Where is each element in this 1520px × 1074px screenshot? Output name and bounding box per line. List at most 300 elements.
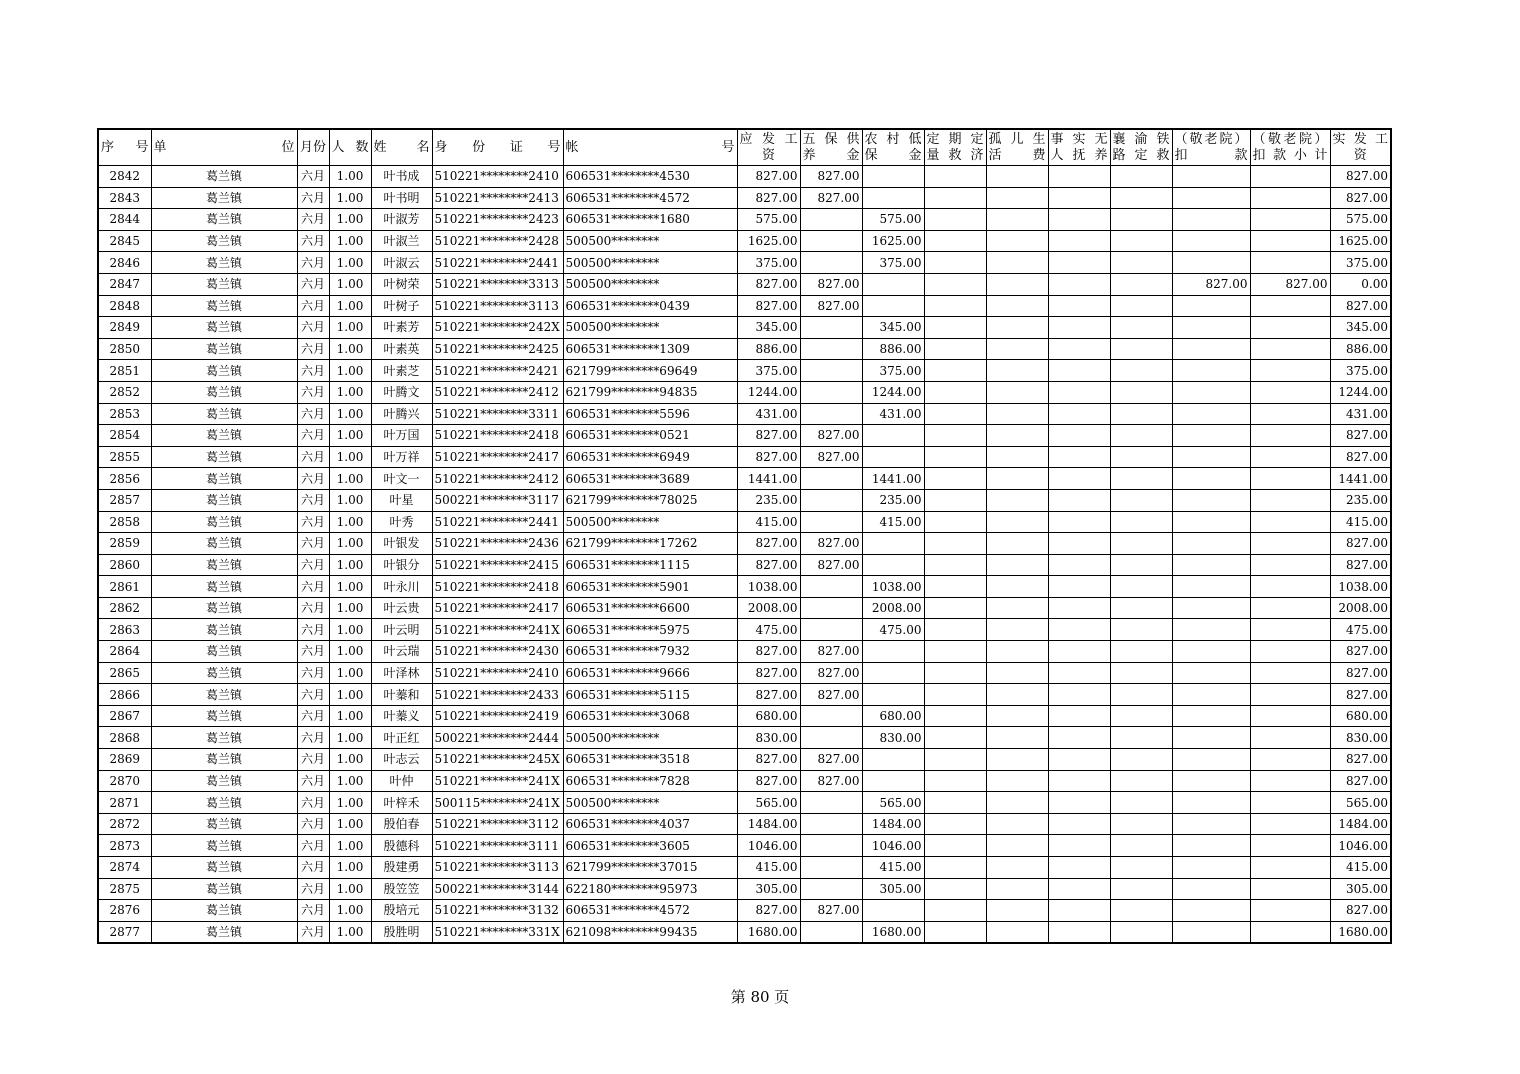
cell-orphan-living [986, 813, 1048, 835]
cell-seq: 2874 [98, 857, 151, 879]
cell-name: 叶腾兴 [371, 403, 432, 425]
cell-dibao-allowance: 1046.00 [862, 835, 924, 857]
cell-month: 六月 [297, 252, 329, 274]
cell-wubao-support: 827.00 [800, 166, 862, 188]
header-label: 份 [472, 139, 486, 155]
cell-gross-pay: 827.00 [737, 641, 800, 663]
cell-count: 1.00 [329, 381, 371, 403]
cell-id-number: 510221********2441 [432, 252, 563, 274]
cell-orphan-living [986, 187, 1048, 209]
cell-nursing-deduction [1172, 446, 1250, 468]
cell-de-facto-orphan [1048, 727, 1110, 749]
table-row [98, 403, 1391, 425]
cell-orphan-living [986, 900, 1048, 922]
table-row [98, 209, 1391, 231]
cell-month: 六月 [297, 468, 329, 490]
cell-seq: 2868 [98, 727, 151, 749]
cell-account: 606531********1680 [563, 209, 737, 231]
cell-nursing-deduction-subtotal [1250, 381, 1330, 403]
cell-unit: 葛兰镇 [151, 187, 297, 209]
cell-month: 六月 [297, 662, 329, 684]
header-label-group [154, 140, 295, 156]
cell-seq: 2863 [98, 619, 151, 641]
cell-xiangyu-railway [1110, 727, 1172, 749]
cell-nursing-deduction-subtotal [1250, 230, 1330, 252]
cell-unit: 葛兰镇 [151, 727, 297, 749]
cell-wubao-support [800, 338, 862, 360]
cell-wubao-support [800, 835, 862, 857]
cell-gross-pay: 475.00 [737, 619, 800, 641]
cell-de-facto-orphan [1048, 187, 1110, 209]
cell-unit: 葛兰镇 [151, 381, 297, 403]
cell-net-pay: 565.00 [1330, 792, 1391, 814]
cell-gross-pay: 415.00 [737, 511, 800, 533]
cell-net-pay: 827.00 [1330, 425, 1391, 447]
cell-account: 621799********37015 [563, 857, 737, 879]
header-wubao-support [800, 129, 862, 166]
table-row [98, 878, 1391, 900]
cell-seq: 2850 [98, 338, 151, 360]
table-row [98, 835, 1391, 857]
cell-count: 1.00 [329, 619, 371, 641]
table-row [98, 166, 1391, 188]
cell-gross-pay: 575.00 [737, 209, 800, 231]
table-row [98, 662, 1391, 684]
cell-fixed-relief [924, 900, 986, 922]
cell-id-number: 510221********241X [432, 770, 563, 792]
cell-de-facto-orphan [1048, 317, 1110, 339]
cell-orphan-living [986, 317, 1048, 339]
cell-nursing-deduction [1172, 770, 1250, 792]
cell-xiangyu-railway [1110, 576, 1172, 598]
header-dibao-allowance [862, 129, 924, 166]
cell-nursing-deduction-subtotal [1250, 489, 1330, 511]
cell-nursing-deduction [1172, 187, 1250, 209]
cell-fixed-relief [924, 252, 986, 274]
cell-seq: 2873 [98, 835, 151, 857]
cell-net-pay: 375.00 [1330, 252, 1391, 274]
cell-account: 500500******** [563, 792, 737, 814]
cell-wubao-support: 827.00 [800, 684, 862, 706]
cell-month: 六月 [297, 360, 329, 382]
cell-account: 500500******** [563, 252, 737, 274]
header-label: 序 [101, 139, 115, 155]
cell-account: 606531********1115 [563, 554, 737, 576]
cell-id-number: 510221********2413 [432, 187, 563, 209]
cell-name: 殷胜明 [371, 921, 432, 943]
cell-net-pay: 827.00 [1330, 749, 1391, 771]
cell-gross-pay: 827.00 [737, 533, 800, 555]
cell-nursing-deduction-subtotal [1250, 511, 1330, 533]
cell-gross-pay: 375.00 [737, 360, 800, 382]
cell-nursing-deduction [1172, 792, 1250, 814]
header-id-number [432, 129, 563, 166]
cell-xiangyu-railway [1110, 835, 1172, 857]
table-row [98, 792, 1391, 814]
header-line-1: 孤 儿 生 [988, 131, 1046, 147]
cell-de-facto-orphan [1048, 230, 1110, 252]
cell-seq: 2855 [98, 446, 151, 468]
cell-dibao-allowance [862, 662, 924, 684]
header-label-group [332, 140, 369, 156]
cell-nursing-deduction [1172, 360, 1250, 382]
header-line-2: 资 [761, 147, 775, 163]
cell-gross-pay: 1484.00 [737, 813, 800, 835]
cell-nursing-deduction [1172, 489, 1250, 511]
cell-account: 606531********0439 [563, 295, 737, 317]
cell-orphan-living [986, 619, 1048, 641]
cell-xiangyu-railway [1110, 619, 1172, 641]
cell-orphan-living [986, 209, 1048, 231]
cell-nursing-deduction [1172, 727, 1250, 749]
cell-nursing-deduction [1172, 576, 1250, 598]
cell-count: 1.00 [329, 813, 371, 835]
table-row [98, 187, 1391, 209]
cell-nursing-deduction [1172, 857, 1250, 879]
cell-id-number: 510221********2423 [432, 209, 563, 231]
cell-fixed-relief [924, 468, 986, 490]
cell-orphan-living [986, 381, 1048, 403]
header-line-2: 养 金 [802, 147, 860, 163]
header-label: 号 [721, 139, 735, 155]
cell-orphan-living [986, 554, 1048, 576]
cell-month: 六月 [297, 425, 329, 447]
cell-wubao-support: 827.00 [800, 273, 862, 295]
cell-xiangyu-railway [1110, 684, 1172, 706]
header-label: 人 [331, 139, 345, 155]
table-row [98, 684, 1391, 706]
cell-xiangyu-railway [1110, 230, 1172, 252]
cell-id-number: 510221********2421 [432, 360, 563, 382]
cell-fixed-relief [924, 857, 986, 879]
cell-count: 1.00 [329, 641, 371, 663]
cell-id-number: 500221********3117 [432, 489, 563, 511]
cell-id-number: 500221********3144 [432, 878, 563, 900]
cell-month: 六月 [297, 338, 329, 360]
cell-nursing-deduction-subtotal [1250, 446, 1330, 468]
cell-wubao-support [800, 576, 862, 598]
cell-id-number: 510221********2417 [432, 446, 563, 468]
cell-unit: 葛兰镇 [151, 684, 297, 706]
cell-net-pay: 1441.00 [1330, 468, 1391, 490]
cell-account: 606531********4572 [563, 187, 737, 209]
cell-nursing-deduction [1172, 209, 1250, 231]
cell-dibao-allowance: 431.00 [862, 403, 924, 425]
cell-name: 叶泽林 [371, 662, 432, 684]
cell-seq: 2872 [98, 813, 151, 835]
cell-unit: 葛兰镇 [151, 511, 297, 533]
cell-dibao-allowance: 565.00 [862, 792, 924, 814]
cell-nursing-deduction-subtotal [1250, 360, 1330, 382]
cell-count: 1.00 [329, 835, 371, 857]
cell-seq: 2866 [98, 684, 151, 706]
cell-wubao-support [800, 252, 862, 274]
cell-count: 1.00 [329, 727, 371, 749]
cell-xiangyu-railway [1110, 489, 1172, 511]
cell-account: 500500******** [563, 727, 737, 749]
cell-net-pay: 305.00 [1330, 878, 1391, 900]
cell-wubao-support [800, 705, 862, 727]
cell-account: 606531********7828 [563, 770, 737, 792]
cell-name: 叶万祥 [371, 446, 432, 468]
cell-account: 606531********5596 [563, 403, 737, 425]
header-name [371, 129, 432, 166]
cell-nursing-deduction: 827.00 [1172, 273, 1250, 295]
cell-dibao-allowance: 830.00 [862, 727, 924, 749]
cell-dibao-allowance: 475.00 [862, 619, 924, 641]
cell-gross-pay: 827.00 [737, 900, 800, 922]
cell-xiangyu-railway [1110, 533, 1172, 555]
cell-nursing-deduction [1172, 878, 1250, 900]
cell-fixed-relief [924, 684, 986, 706]
table-row [98, 489, 1391, 511]
header-label-group [374, 140, 430, 156]
cell-orphan-living [986, 425, 1048, 447]
cell-nursing-deduction [1172, 338, 1250, 360]
cell-id-number: 500221********2444 [432, 727, 563, 749]
cell-unit: 葛兰镇 [151, 878, 297, 900]
cell-gross-pay: 680.00 [737, 705, 800, 727]
cell-unit: 葛兰镇 [151, 468, 297, 490]
cell-wubao-support [800, 619, 862, 641]
cell-unit: 葛兰镇 [151, 273, 297, 295]
cell-seq: 2857 [98, 489, 151, 511]
cell-net-pay: 827.00 [1330, 684, 1391, 706]
cell-seq: 2867 [98, 705, 151, 727]
cell-wubao-support [800, 230, 862, 252]
cell-nursing-deduction-subtotal [1250, 209, 1330, 231]
cell-month: 六月 [297, 900, 329, 922]
cell-net-pay: 830.00 [1330, 727, 1391, 749]
cell-account: 606531********3068 [563, 705, 737, 727]
cell-net-pay: 1680.00 [1330, 921, 1391, 943]
cell-month: 六月 [297, 619, 329, 641]
cell-orphan-living [986, 857, 1048, 879]
header-line-2: 保 金 [864, 147, 922, 163]
cell-gross-pay: 1038.00 [737, 576, 800, 598]
header-label-group [566, 140, 735, 156]
header-line-2: 资 [1353, 147, 1367, 163]
cell-net-pay: 827.00 [1330, 446, 1391, 468]
cell-month: 六月 [297, 381, 329, 403]
cell-account: 606531********4530 [563, 166, 737, 188]
cell-name: 殷德科 [371, 835, 432, 857]
cell-fixed-relief [924, 770, 986, 792]
cell-fixed-relief [924, 619, 986, 641]
cell-wubao-support [800, 360, 862, 382]
cell-nursing-deduction-subtotal [1250, 641, 1330, 663]
cell-count: 1.00 [329, 317, 371, 339]
table-row [98, 770, 1391, 792]
cell-wubao-support: 827.00 [800, 425, 862, 447]
cell-nursing-deduction [1172, 619, 1250, 641]
cell-net-pay: 2008.00 [1330, 597, 1391, 619]
cell-seq: 2859 [98, 533, 151, 555]
cell-orphan-living [986, 662, 1048, 684]
cell-account: 606531********4572 [563, 900, 737, 922]
cell-orphan-living [986, 835, 1048, 857]
cell-id-number: 510221********2410 [432, 166, 563, 188]
cell-net-pay: 827.00 [1330, 295, 1391, 317]
cell-xiangyu-railway [1110, 749, 1172, 771]
cell-wubao-support: 827.00 [800, 900, 862, 922]
cell-count: 1.00 [329, 338, 371, 360]
cell-xiangyu-railway [1110, 317, 1172, 339]
cell-gross-pay: 565.00 [737, 792, 800, 814]
cell-net-pay: 575.00 [1330, 209, 1391, 231]
cell-xiangyu-railway [1110, 878, 1172, 900]
cell-dibao-allowance: 235.00 [862, 489, 924, 511]
cell-dibao-allowance [862, 900, 924, 922]
cell-nursing-deduction-subtotal [1250, 597, 1330, 619]
cell-name: 叶正红 [371, 727, 432, 749]
cell-xiangyu-railway [1110, 511, 1172, 533]
cell-seq: 2860 [98, 554, 151, 576]
cell-nursing-deduction-subtotal [1250, 295, 1330, 317]
cell-nursing-deduction [1172, 230, 1250, 252]
cell-fixed-relief [924, 662, 986, 684]
cell-id-number: 510221********2419 [432, 705, 563, 727]
cell-name: 叶蓁义 [371, 705, 432, 727]
cell-fixed-relief [924, 360, 986, 382]
cell-count: 1.00 [329, 511, 371, 533]
cell-nursing-deduction [1172, 749, 1250, 771]
cell-account: 606531********9666 [563, 662, 737, 684]
cell-seq: 2854 [98, 425, 151, 447]
cell-account: 606531********0521 [563, 425, 737, 447]
cell-wubao-support [800, 209, 862, 231]
cell-net-pay: 235.00 [1330, 489, 1391, 511]
cell-account: 500500******** [563, 273, 737, 295]
cell-name: 叶云明 [371, 619, 432, 641]
cell-nursing-deduction [1172, 921, 1250, 943]
cell-de-facto-orphan [1048, 166, 1110, 188]
cell-nursing-deduction-subtotal [1250, 835, 1330, 857]
cell-gross-pay: 431.00 [737, 403, 800, 425]
cell-gross-pay: 1625.00 [737, 230, 800, 252]
cell-month: 六月 [297, 511, 329, 533]
cell-nursing-deduction [1172, 554, 1250, 576]
cell-fixed-relief [924, 295, 986, 317]
header-label: 号 [547, 139, 561, 155]
header-label: 月份 [299, 139, 326, 155]
cell-de-facto-orphan [1048, 511, 1110, 533]
cell-id-number: 510221********2418 [432, 576, 563, 598]
header-line-2: 路 定 救 [1112, 147, 1170, 163]
cell-name: 叶秀 [371, 511, 432, 533]
cell-id-number: 510221********2412 [432, 381, 563, 403]
cell-nursing-deduction [1172, 295, 1250, 317]
cell-unit: 葛兰镇 [151, 597, 297, 619]
cell-id-number: 510221********2412 [432, 468, 563, 490]
table-row [98, 295, 1391, 317]
header-label: 身 [434, 139, 448, 155]
cell-month: 六月 [297, 403, 329, 425]
cell-xiangyu-railway [1110, 813, 1172, 835]
cell-xiangyu-railway [1110, 446, 1172, 468]
header-line-2: 活 费 [988, 147, 1046, 163]
cell-month: 六月 [297, 317, 329, 339]
cell-wubao-support: 827.00 [800, 641, 862, 663]
cell-id-number: 510221********2428 [432, 230, 563, 252]
cell-name: 叶淑兰 [371, 230, 432, 252]
cell-xiangyu-railway [1110, 900, 1172, 922]
cell-nursing-deduction-subtotal [1250, 749, 1330, 771]
cell-nursing-deduction-subtotal [1250, 619, 1330, 641]
table-row [98, 727, 1391, 749]
cell-name: 叶云瑞 [371, 641, 432, 663]
cell-count: 1.00 [329, 273, 371, 295]
cell-seq: 2877 [98, 921, 151, 943]
cell-fixed-relief [924, 166, 986, 188]
cell-fixed-relief [924, 749, 986, 771]
table-header [98, 129, 1391, 166]
table-row [98, 641, 1391, 663]
header-line-1: （敬老院） [1174, 131, 1248, 147]
cell-month: 六月 [297, 533, 329, 555]
cell-nursing-deduction [1172, 425, 1250, 447]
header-line-1: 事 实 无 [1050, 131, 1108, 147]
cell-xiangyu-railway [1110, 252, 1172, 274]
cell-fixed-relief [924, 727, 986, 749]
cell-seq: 2865 [98, 662, 151, 684]
cell-month: 六月 [297, 921, 329, 943]
cell-nursing-deduction [1172, 403, 1250, 425]
cell-orphan-living [986, 641, 1048, 663]
cell-wubao-support [800, 489, 862, 511]
cell-count: 1.00 [329, 662, 371, 684]
cell-net-pay: 1484.00 [1330, 813, 1391, 835]
cell-wubao-support: 827.00 [800, 770, 862, 792]
cell-name: 叶素芳 [371, 317, 432, 339]
cell-id-number: 510221********241X [432, 619, 563, 641]
cell-wubao-support: 827.00 [800, 533, 862, 555]
cell-id-number: 510221********3111 [432, 835, 563, 857]
cell-net-pay: 827.00 [1330, 641, 1391, 663]
cell-month: 六月 [297, 166, 329, 188]
cell-orphan-living [986, 533, 1048, 555]
cell-orphan-living [986, 468, 1048, 490]
cell-unit: 葛兰镇 [151, 403, 297, 425]
cell-gross-pay: 1046.00 [737, 835, 800, 857]
cell-de-facto-orphan [1048, 878, 1110, 900]
cell-dibao-allowance: 680.00 [862, 705, 924, 727]
cell-nursing-deduction-subtotal [1250, 878, 1330, 900]
cell-count: 1.00 [329, 209, 371, 231]
cell-xiangyu-railway [1110, 597, 1172, 619]
cell-dibao-allowance [862, 749, 924, 771]
cell-net-pay: 0.00 [1330, 273, 1391, 295]
cell-fixed-relief [924, 835, 986, 857]
cell-orphan-living [986, 338, 1048, 360]
cell-nursing-deduction [1172, 166, 1250, 188]
cell-nursing-deduction [1172, 533, 1250, 555]
cell-name: 叶永川 [371, 576, 432, 598]
cell-gross-pay: 827.00 [737, 554, 800, 576]
cell-xiangyu-railway [1110, 273, 1172, 295]
cell-unit: 葛兰镇 [151, 317, 297, 339]
header-line-2: 量 救 济 [926, 147, 984, 163]
header-label: 数 [355, 139, 369, 155]
cell-nursing-deduction [1172, 835, 1250, 857]
cell-month: 六月 [297, 749, 329, 771]
cell-name: 叶仲 [371, 770, 432, 792]
cell-name: 叶淑芳 [371, 209, 432, 231]
cell-name: 叶腾文 [371, 381, 432, 403]
cell-month: 六月 [297, 878, 329, 900]
cell-count: 1.00 [329, 166, 371, 188]
cell-nursing-deduction [1172, 900, 1250, 922]
